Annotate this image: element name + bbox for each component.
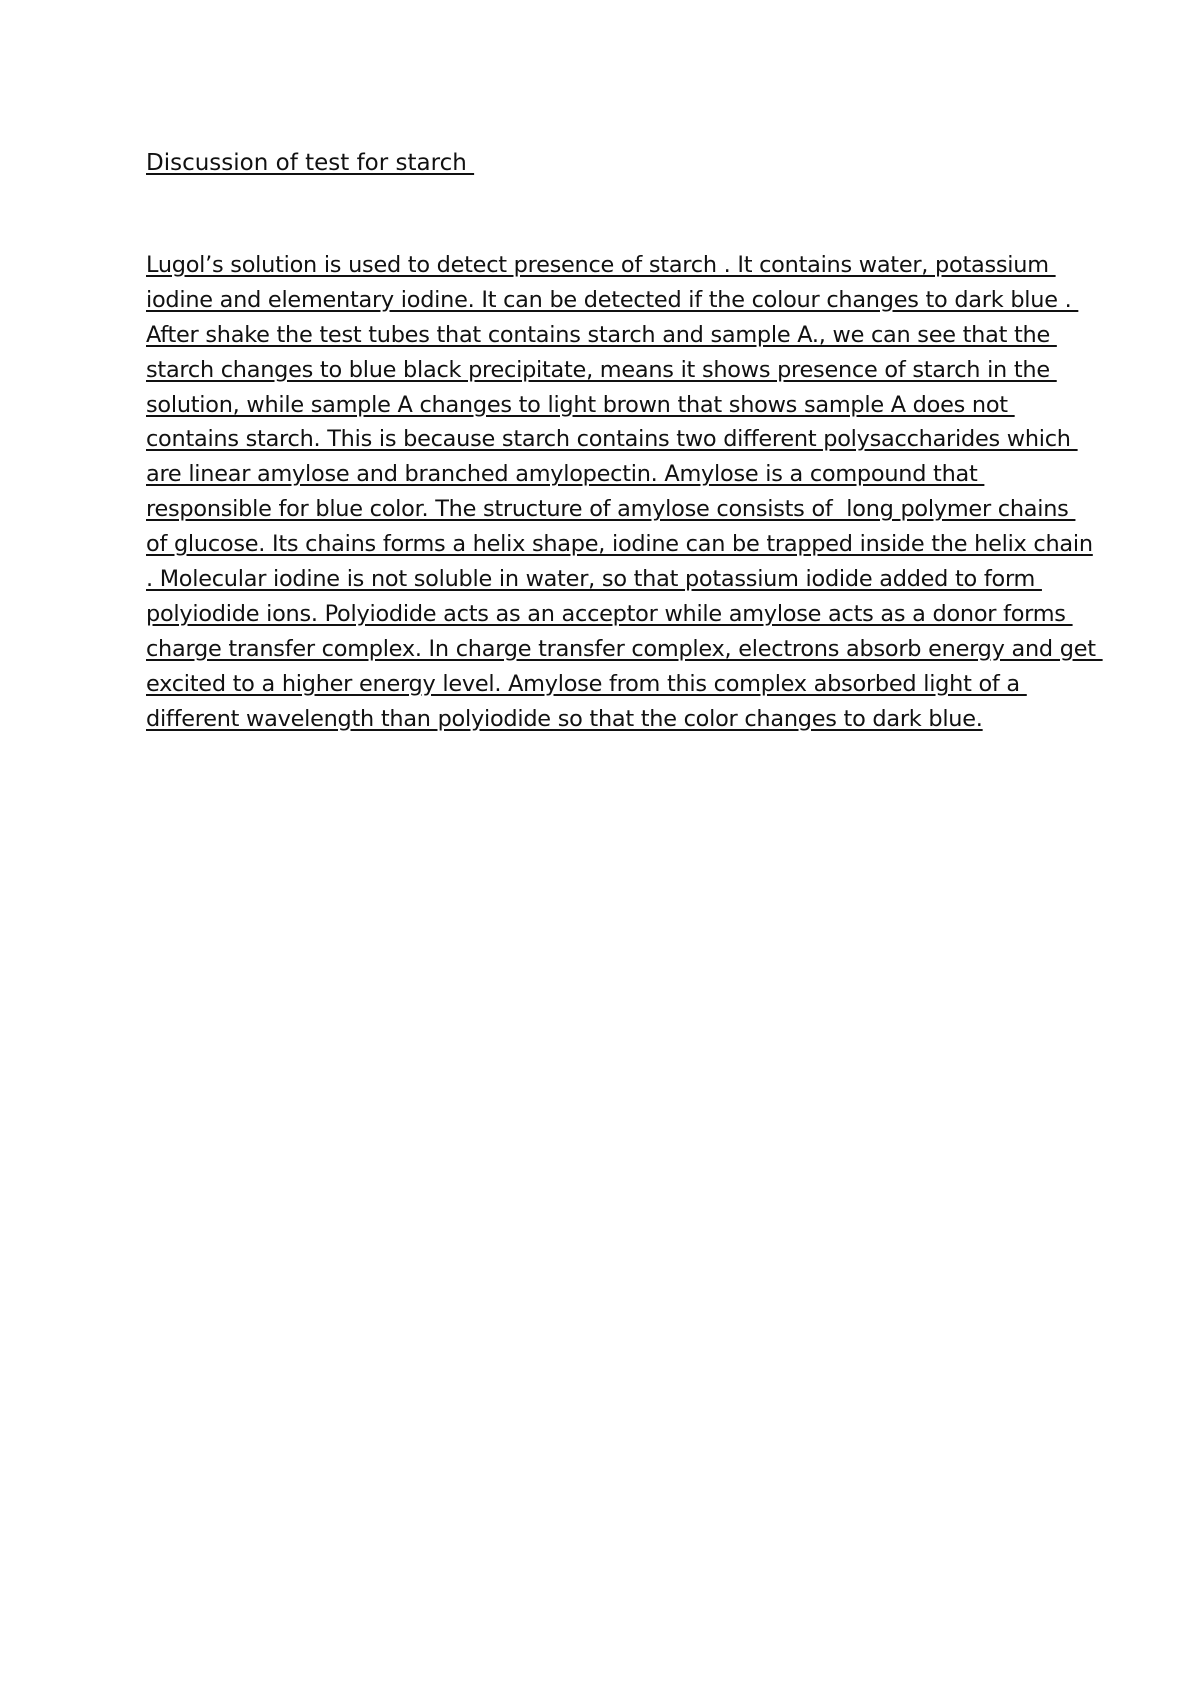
paragraph-line: different wavelength than polyiodide so that the color changes to dark blue. — [146, 705, 983, 732]
paragraph-line: . Molecular iodine is not soluble in water, so that potassium iodide added to form — [146, 566, 1042, 593]
paragraph-line: starch changes to blue black precipitate, means it shows presence of starch in the — [146, 356, 1057, 383]
paragraph-line: of glucose. Its chains forms a helix shape, iodine can be trapped inside the helix chain — [146, 531, 1093, 558]
paragraph-line: responsible for blue color. The structure of amylose consists of long polymer chains — [146, 496, 1076, 523]
discussion-paragraph — [146, 248, 1126, 736]
paragraph-line: After shake the test tubes that contains starch and sample A., we can see that the — [146, 321, 1057, 348]
paragraph-line: solution, while sample A changes to light brown that shows sample A does not — [146, 391, 1015, 418]
paragraph-line: contains starch. This is because starch contains two different polysaccharides which — [146, 426, 1078, 453]
paragraph-line: polyiodide ions. Polyiodide acts as an acceptor while amylose acts as a donor forms — [146, 600, 1073, 627]
paragraph-line: excited to a higher energy level. Amylose from this complex absorbed light of a — [146, 670, 1027, 697]
paragraph-line: iodine and elementary iodine. It can be detected if the colour changes to dark blue . — [146, 286, 1079, 313]
paragraph-line: charge transfer complex. In charge transfer complex, electrons absorb energy and get — [146, 635, 1103, 662]
document-title: Discussion of test for starch — [146, 150, 475, 176]
paragraph-line: Lugol’s solution is used to detect presence of starch . It contains water, potassium — [146, 252, 1056, 278]
paragraph-line: are linear amylose and branched amylopectin. Amylose is a compound that — [146, 461, 985, 488]
